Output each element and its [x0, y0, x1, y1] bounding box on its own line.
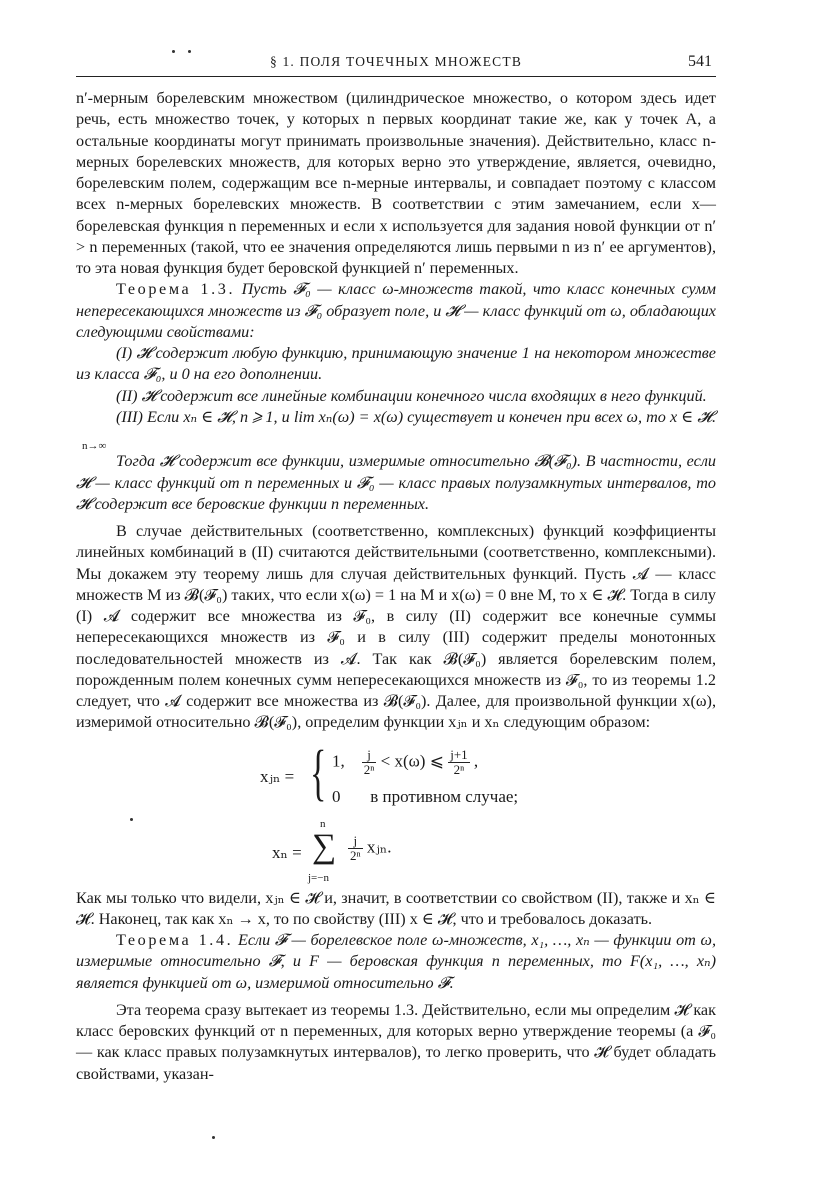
display-formula — [76, 738, 716, 886]
sum-term: $\frac{j}{\text{2ⁿ}}$ xⱼₙ. — [350, 832, 392, 863]
speck-mark — [130, 818, 133, 821]
case-2: 0 в противном случае; — [332, 786, 519, 806]
theorem-label: Теорема 1.3. — [116, 280, 236, 299]
proof-conclusion: Как мы только что видели, xⱼₙ ∈ 𝓗 и, значит, в соответствии со свойством (II), также и xₙ ∈ 𝓗. Наконец, так как xₙ → x, то по свойству (III) x ∈ 𝓗, что и требовалось доказать. — [76, 888, 716, 928]
fraction-j-over-2n: $\frac{j}{\text{2ⁿ}}$ — [363, 746, 375, 777]
property-3-text: (III) Если xₙ ∈ 𝓗, n ⩾ 1, и lim xₙ(ω) = x(ω) существует и конечен при всех ω, то x ∈ 𝓗. — [116, 407, 716, 426]
property-3 — [76, 407, 716, 452]
speck-mark — [212, 1136, 215, 1139]
fraction-j-over-2n: $\frac{j}{\text{2ⁿ}}$ — [350, 832, 361, 863]
property-2: (II) 𝓗 содержит все линейные комбинации конечного числа входящих в него функций. — [116, 386, 707, 405]
theorem-conclusion: Тогда 𝓗 содержит все функции, измеримые относительно 𝓑(𝓕₀). В частности, если 𝓗 — класс функций от n переменных и 𝓕₀ — класс правых полузамкнутых интервалов, то 𝓗 содержит все беровские функции n переменных. — [76, 452, 716, 513]
theorem-label: Теорема 1.4. — [116, 931, 234, 949]
sum-symbol: ∑ — [312, 827, 337, 865]
formula-lhs-xn: xₙ = — [272, 842, 302, 862]
property-1: (I) 𝓗 содержит любую функцию, принимающую значение 1 на некотором множестве из класса 𝓕₀, и 0 на его дополнении. — [76, 344, 716, 384]
page-body — [76, 88, 716, 1085]
page-header — [76, 52, 716, 77]
final-paragraph: Эта теорема сразу вытекает из теоремы 1.3. Действительно, если мы определим 𝓗 как класс беровских функций от n переменных, для которых верно утверждение теоремы (а 𝓕₀ — как класс правых полузамкнутых интервалов), то легко проверить, что 𝓗 будет обладать свойствами, указан- — [76, 1000, 716, 1083]
case-1: 1, $\frac{j}{\text{2ⁿ}}$ < x(ω) ⩽ $\frac{j+1}{\text{2ⁿ}}$ , — [332, 746, 479, 777]
limit-subscript: n→∞ — [82, 440, 107, 452]
left-brace: { — [310, 738, 327, 807]
theorem-statement: Пусть 𝓕₀ — класс ω-множеств такой, что класс конечных сумм непересекающихся множеств из 𝓕₀ образует поле, и 𝓗 — класс функций от ω, обладающих следующими свойствами: — [76, 280, 716, 341]
formula-lhs-xjn: xⱼₙ = — [260, 766, 295, 786]
proof-paragraph: В случае действительных (соответственно, комплексных) функций коэффициенты линейных комбинаций в (II) считаются действительными (соответственно, комплексными). Мы докажем эту теорему лишь для случая действительных функций. Пусть 𝓐 — класс множеств M из 𝓑(𝓕₀) таких, что если x(ω) = 1 на M и x(ω) = 0 вне M, то x ∈ 𝓗. Тогда в силу (I) 𝓐 содержит все множества из 𝓕₀, в силу (II) содержит все конечные суммы непересекающихся множеств из 𝓕₀ и в силу (III) содержит пределы монотонных последовательностей множеств из 𝓐. Так как 𝓑(𝓕₀) является борелевским полем, порожденным полем конечных сумм непересекающихся множеств из 𝓕₀, то из теоремы 1.2 следует, что 𝓐 содержит все множества из 𝓑(𝓕₀). Далее, для произвольной функции x(ω), измеримой относительно 𝓑(𝓕₀), определим функции xⱼₙ и xₙ следующим образом: — [76, 522, 716, 732]
running-head: § 1. ПОЛЯ ТОЧЕЧНЫХ МНОЖЕСТВ — [269, 54, 523, 69]
fraction-j1-over-2n: $\frac{j+1}{\text{2ⁿ}}$ — [450, 746, 468, 777]
page-number: 541 — [688, 53, 712, 70]
sum-lower-limit: j=−n — [308, 871, 329, 884]
sum-upper-limit: n — [320, 817, 326, 830]
paragraph-intro: n′-мерным борелевским множеством (цилиндрическое множество, о котором здесь идет речь, есть множество точек, у которых n первых координат такие же, как у точек A, а остальные координаты могут принимать произвольные значения). Действительно, класс n-мерных борелевских множеств, для которых верно это утверждение, является, очевидно, борелевским полем, содержащим все n-мерные интервалы, и совпадает поэтому с классом всех n-мерных борелевских множеств. В соответствии с этим замечанием, если x—борелевская функция n переменных и если x используется для задания новой функции от n′ > n переменных (такой, что ее значения определяются лишь первыми n из n′ ее аргументов), то эта новая функция будет беровской функцией n′ переменных. — [76, 89, 716, 277]
theorem-1-4 — [76, 930, 716, 994]
theorem-1-3 — [76, 279, 716, 343]
theorem-statement: Если 𝓕 — борелевское поле ω-множеств, x₁, …, xₙ — функции от ω, измеримые относительно 𝓕, и F — беровская функция n переменных, то F(x₁, …, xₙ) является функцией от ω, измеримой относительно 𝓕. — [76, 931, 716, 992]
